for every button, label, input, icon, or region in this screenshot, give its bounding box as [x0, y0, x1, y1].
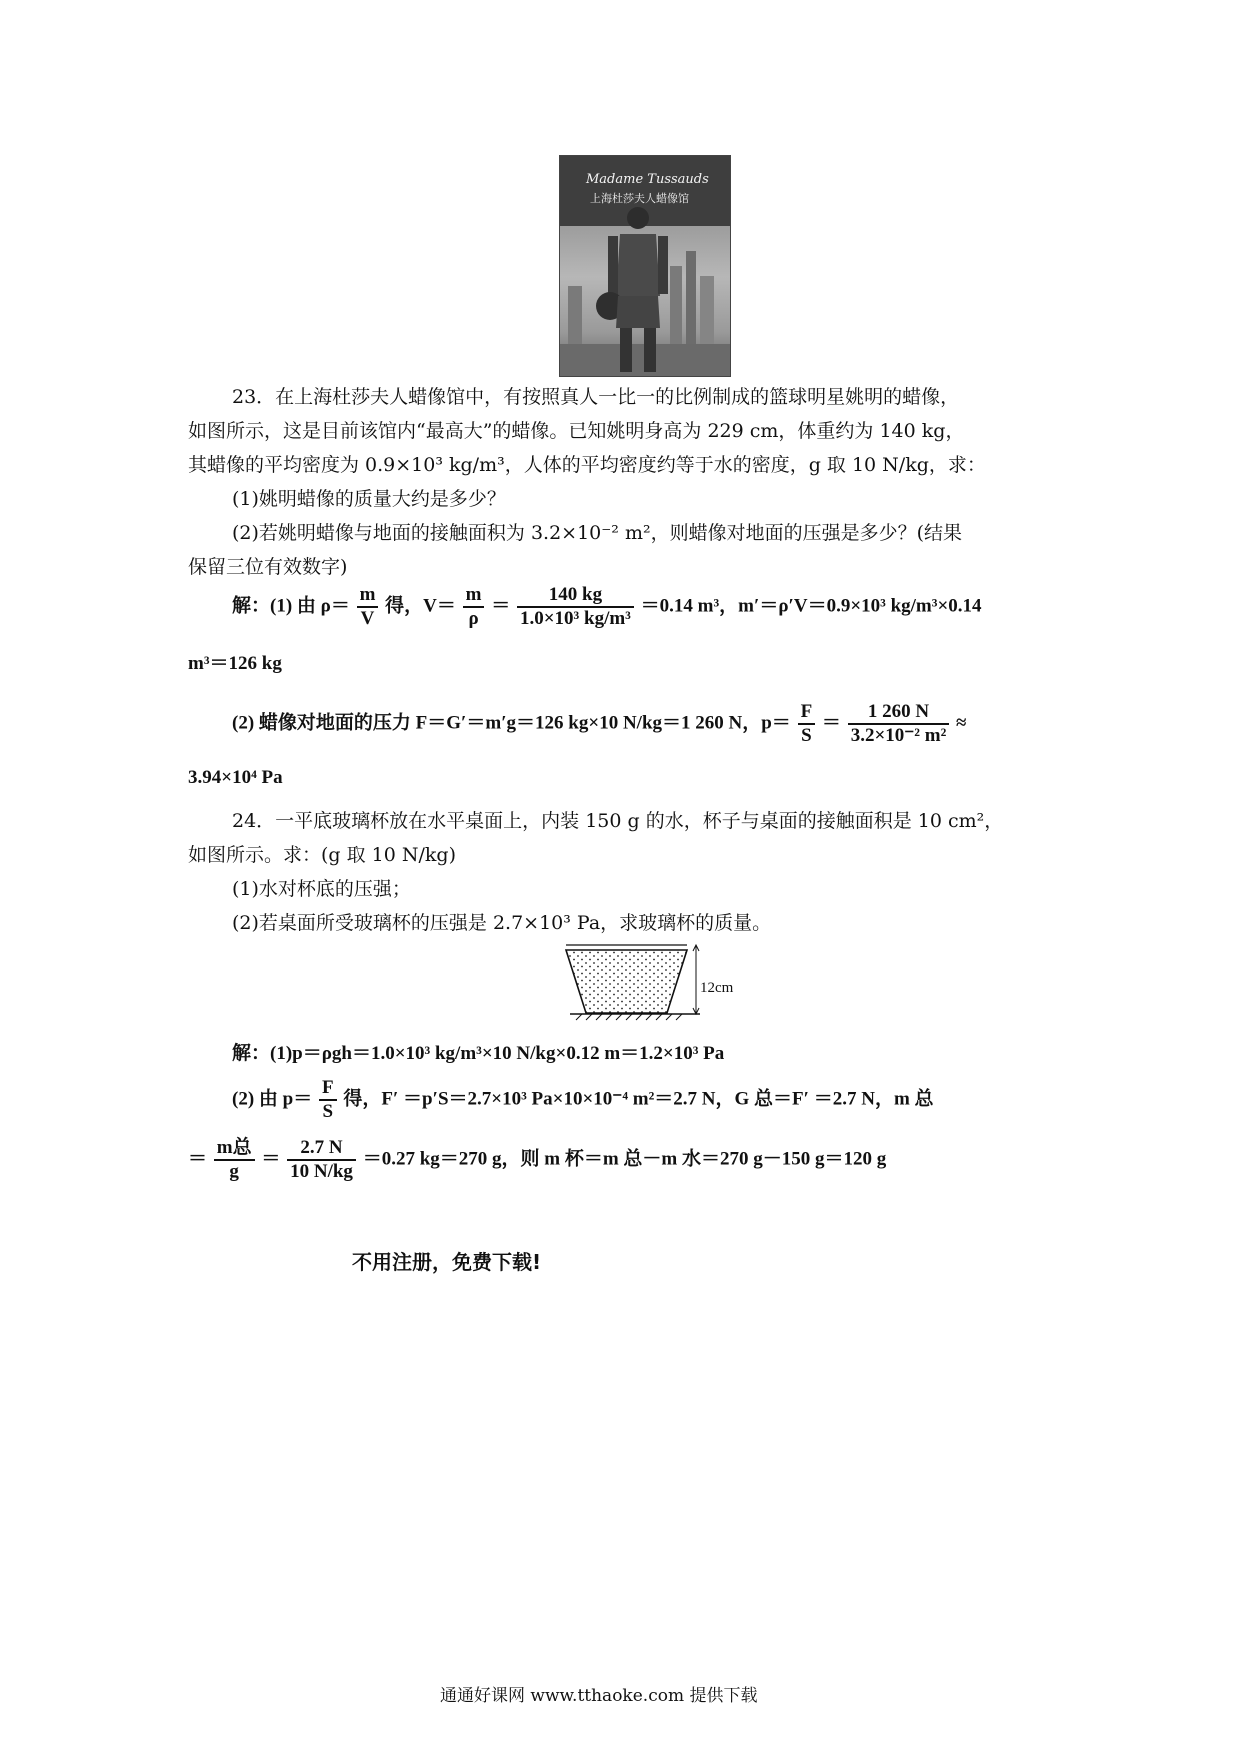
sol23-frac-pressure-values: [848, 701, 950, 747]
sol23-a-mid: 得，V＝: [385, 595, 456, 617]
sol23-a-line2: m³＝126 kg: [188, 653, 282, 674]
q24-sub2: (2)若桌面所受玻璃杯的压强是 2.7×10³ Pa，求玻璃杯的质量。: [232, 912, 772, 934]
frac-den: ρ: [468, 608, 479, 629]
q24-line2: 如图所示。求：(g 取 10 N/kg): [188, 844, 456, 866]
sol24-b-prefix: (2) 由 p＝: [232, 1088, 313, 1110]
frac-den: g: [229, 1161, 239, 1182]
question-23: [188, 380, 1060, 584]
frac-den: 1.0×10³ kg/m³: [519, 608, 631, 629]
frac-num: F: [319, 1077, 337, 1101]
sol23-frac-density: [357, 584, 379, 630]
solution-23: [188, 584, 1060, 789]
frac-den: 3.2×10⁻² m²: [850, 725, 947, 746]
equals: ＝: [491, 595, 511, 617]
frac-num: 140 kg: [517, 584, 634, 608]
frac-num: m: [357, 584, 379, 608]
sol23-a-prefix: 解：(1) 由 ρ＝: [232, 595, 350, 617]
equals: ＝: [261, 1148, 281, 1170]
glass-figure: [560, 940, 750, 1026]
frac-num: 1 260 N: [848, 701, 950, 725]
photo-scene: [560, 156, 730, 376]
sol24-part2: [188, 1077, 1060, 1123]
frac-num: F: [798, 701, 816, 725]
sol23-b-prefix: (2) 蜡像对地面的压力 F＝G′＝m′g＝126 kg×10 N/kg＝1 260 N，p＝: [232, 712, 791, 734]
sol23-frac-values: [517, 584, 634, 630]
approx: ≈: [956, 712, 967, 734]
frac-den: V: [360, 608, 375, 629]
frac-den: 10 N/kg: [290, 1161, 353, 1182]
frac-num: m总: [214, 1137, 255, 1161]
height-label: 12cm: [700, 980, 734, 996]
sol24-a: 解：(1)p＝ρgh＝1.0×10³ kg/m³×10 N/kg×0.12 m＝1.2×10³ Pa: [232, 1043, 725, 1064]
sol24-c-tail: ＝0.27 kg＝270 g，则 m 杯＝m 总－m 水＝270 g－150 g＝120 g: [362, 1148, 887, 1170]
question-24: [188, 804, 1060, 940]
wax-figure-photo: [559, 155, 731, 377]
q23-sub2b: 保留三位有效数字): [188, 556, 348, 578]
sol23-part1: [188, 584, 1060, 630]
sol24-frac-mass: [214, 1137, 255, 1183]
q23-line1: 23．在上海杜莎夫人蜡像馆中，有按照真人一比一的比例制成的篮球明星姚明的蜡像，: [232, 386, 960, 408]
sol23-a-tail: ＝0.14 m³，m′＝ρ′V＝0.9×10³ kg/m³×0.14: [640, 595, 982, 617]
sol24-frac-values: [287, 1137, 356, 1183]
sol24-b-tail: 得，F′ ＝p′S＝2.7×10³ Pa×10×10⁻⁴ m²＝2.7 N，G 总＝F′ ＝2.7 N，m 总: [343, 1088, 934, 1110]
sign-brand: Madame Tussauds: [586, 172, 709, 187]
sol23-frac-pressure: [798, 701, 816, 747]
sign-chinese: 上海杜莎夫人蜡像馆: [590, 192, 689, 205]
frac-den: S: [322, 1101, 334, 1122]
sol23-b-line2: 3.94×10⁴ Pa: [188, 767, 283, 788]
free-download-notice: 不用注册，免费下载!: [352, 1250, 542, 1274]
frac-num: m: [463, 584, 485, 608]
q23-line2: 如图所示，这是目前该馆内“最高大”的蜡像。已知姚明身高为 229 cm，体重约为 140 kg，: [188, 420, 965, 442]
frac-num: 2.7 N: [287, 1137, 356, 1161]
sol23-frac-volume: [463, 584, 485, 630]
q23-sub1: (1)姚明蜡像的质量大约是多少？: [232, 488, 506, 510]
equals: ＝: [821, 712, 841, 734]
sol24-frac-pressure: [319, 1077, 337, 1123]
equals: ＝: [188, 1148, 208, 1170]
q24-line1: 24．一平底玻璃杯放在水平桌面上，内装 150 g 的水，杯子与桌面的接触面积是 10 cm²，: [232, 810, 1004, 832]
sol23-part2: [188, 701, 1060, 747]
glass-diagram: [560, 940, 750, 1022]
q24-sub1: (1)水对杯底的压强；: [232, 878, 411, 900]
sol24-part3: [188, 1137, 1060, 1183]
q23-line3: 其蜡像的平均密度为 0.9×10³ kg/m³，人体的平均密度约等于水的密度，g 取 10 N/kg，求：: [188, 454, 986, 476]
page-footer: 通通好课网 www.tthaoke.com 提供下载: [440, 1686, 758, 1706]
q23-sub2a: (2)若姚明蜡像与地面的接触面积为 3.2×10⁻² m²，则蜡像对地面的压强是多少？(结果: [232, 522, 962, 544]
solution-24: [188, 1038, 1060, 1183]
frac-den: S: [801, 725, 812, 746]
